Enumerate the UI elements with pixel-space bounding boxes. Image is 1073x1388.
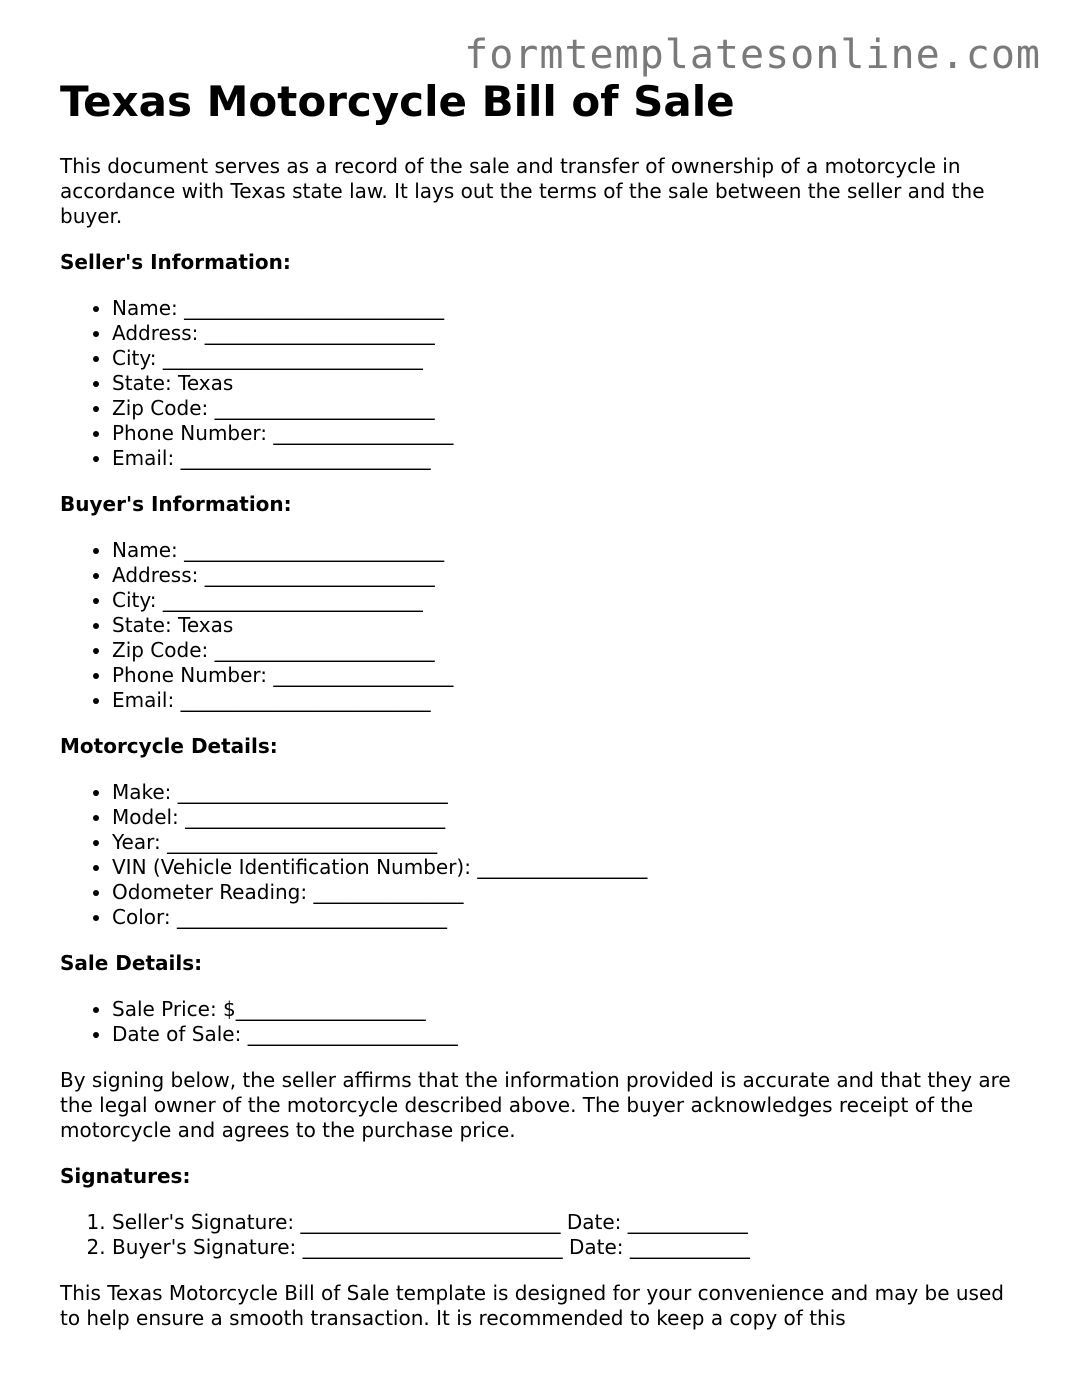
seller-email-field: • Email: _________________________ [112,446,1030,471]
motorcycle-heading: Motorcycle Details: [60,734,278,758]
sale-price-field: • Sale Price: $___________________ [112,997,1030,1022]
vin-field: • VIN (Vehicle Identification Number): _________________ [112,855,1030,880]
sale-details-list [60,997,1030,1047]
seller-address-field: • Address: _______________________ [112,321,1030,346]
buyer-signature-line: 2. Buyer's Signature: __________________________ Date: ____________ [112,1235,1030,1260]
buyer-address-field: • Address: _______________________ [112,563,1030,588]
buyer-email-field: • Email: _________________________ [112,688,1030,713]
model-field: • Model: __________________________ [112,805,1030,830]
signatures-list [60,1210,1030,1260]
seller-name-field: • Name: __________________________ [112,296,1030,321]
sale-heading: Sale Details: [60,951,203,975]
buyer-info-list [60,538,1030,713]
color-field: • Color: ___________________________ [112,905,1030,930]
seller-zip-field: • Zip Code: ______________________ [112,396,1030,421]
motorcycle-details-list [60,780,1030,930]
buyer-name-field: • Name: __________________________ [112,538,1030,563]
affirmation-paragraph: By signing below, the seller affirms that the information provided is accurate and that they are the legal owner of the motorcycle described above. The buyer acknowledges receipt of the motorcycle and agrees to the purchase price. [60,1068,1011,1142]
year-field: • Year: ___________________________ [112,830,1030,855]
closing-paragraph: This Texas Motorcycle Bill of Sale template is designed for your convenience and may be used to help ensure a smooth transaction. It is recommended to keep a copy of this [60,1281,1004,1330]
seller-city-field: • City: __________________________ [112,346,1030,371]
intro-paragraph: This document serves as a record of the sale and transfer of ownership of a motorcycle in accordance with Texas state law. It lays out the terms of the sale between the seller and the buyer. [60,154,985,228]
page-title: Texas Motorcycle Bill of Sale [60,77,735,126]
watermark: formtemplatesonline.com [464,32,1041,78]
seller-signature-line: 1. Seller's Signature: __________________________ Date: ____________ [112,1210,1030,1235]
signatures-heading: Signatures: [60,1164,191,1188]
seller-phone-field: • Phone Number: __________________ [112,421,1030,446]
sale-date-field: • Date of Sale: _____________________ [112,1022,1030,1047]
buyer-phone-field: • Phone Number: __________________ [112,663,1030,688]
buyer-heading: Buyer's Information: [60,492,292,516]
buyer-zip-field: • Zip Code: ______________________ [112,638,1030,663]
seller-state-field: • State: Texas [112,371,1030,396]
buyer-state-field: • State: Texas [112,613,1030,638]
document-page [60,74,1030,1331]
make-field: • Make: ___________________________ [112,780,1030,805]
buyer-city-field: • City: __________________________ [112,588,1030,613]
seller-info-list [60,296,1030,471]
odometer-field: • Odometer Reading: _______________ [112,880,1030,905]
seller-heading: Seller's Information: [60,250,291,274]
